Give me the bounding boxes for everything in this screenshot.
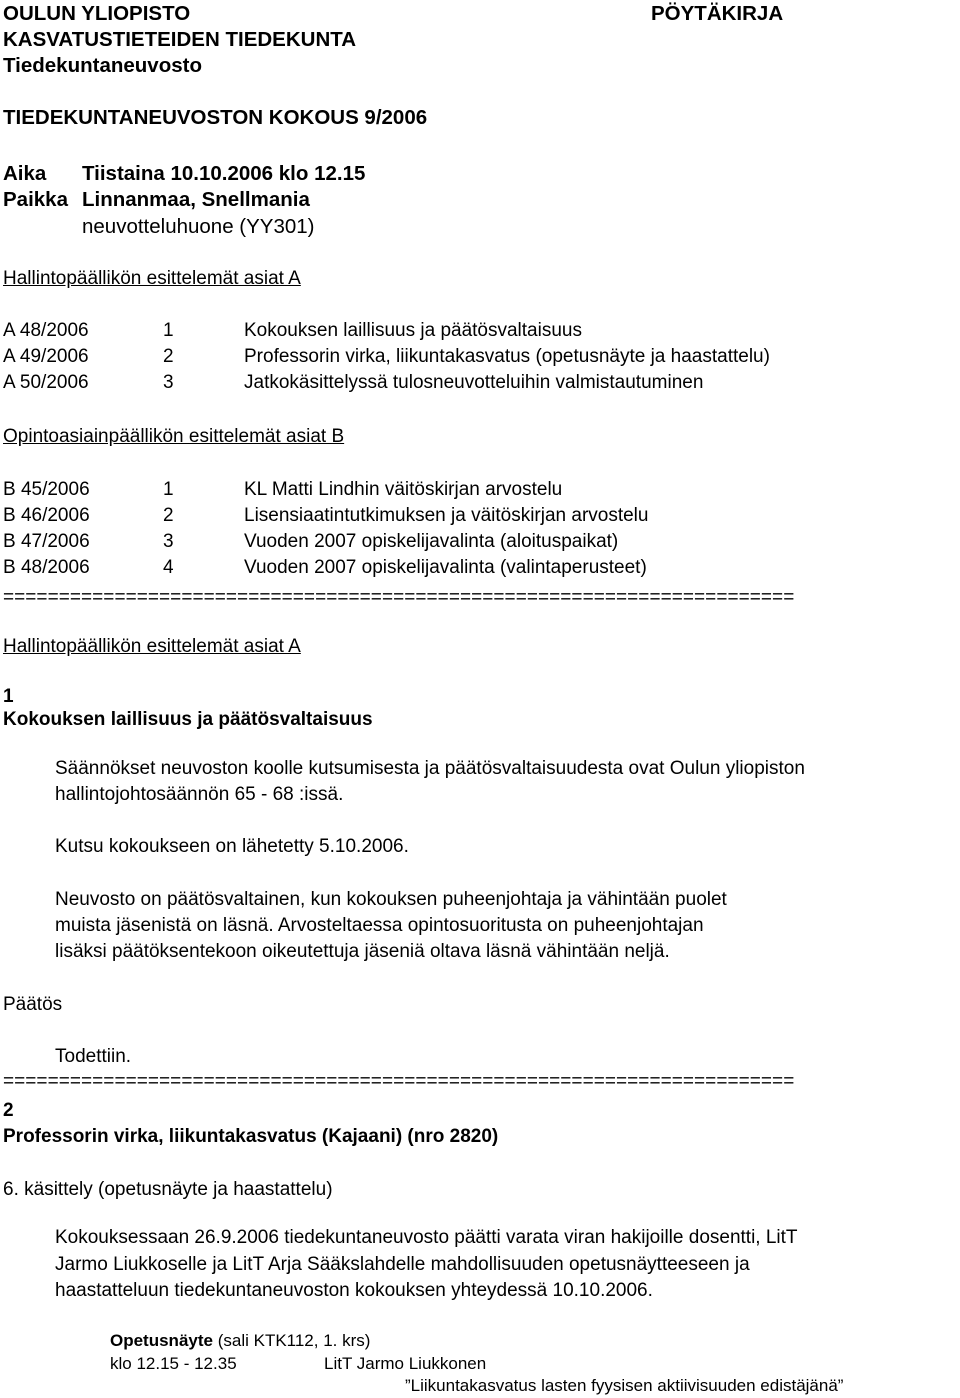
section-a-heading: Hallintopäällikön esittelemät asiat A [3, 636, 301, 657]
demo-label-bold: Opetusnäyte [110, 1331, 213, 1350]
demo-person: LitT Jarmo Liukkonen [324, 1354, 487, 1373]
council-name: Tiedekuntaneuvosto [3, 54, 202, 77]
agenda-code: B 47/2006 [3, 531, 90, 552]
item1-para1-line1: Säännökset neuvoston koolle kutsumisesta ja päätösvaltaisuudesta ovat Oulun yliopiston [55, 758, 805, 779]
item2-para-line3: haastatteluun tiedekuntaneuvoston kokouksen yhteydessä 10.10.2006. [55, 1280, 653, 1301]
decision-text: Todettiin. [55, 1046, 132, 1067]
item1-para2: Kutsu kokoukseen on lähetetty 5.10.2006. [55, 836, 409, 857]
item2-para-line2: Jarmo Liukkoselle ja LitT Arja Sääkslahdelle mahdollisuuden opetusnäytteeseen ja [55, 1254, 750, 1275]
item1-para3-line3: lisäksi päätöksentekoon oikeutettuja jäseniä oltava läsnä vähintään neljä. [55, 941, 670, 962]
agenda-code: B 48/2006 [3, 557, 90, 578]
item1-para1-line2: hallintojohtosäännön 65 - 68 :issä. [55, 784, 344, 805]
item2-number: 2 [3, 1100, 14, 1121]
agenda-a-heading: Hallintopäällikön esittelemät asiat A [3, 268, 301, 289]
faculty-name: KASVATUSTIETEIDEN TIEDEKUNTA [3, 28, 357, 51]
agenda-code: B 46/2006 [3, 505, 90, 526]
agenda-code: B 45/2006 [3, 479, 90, 500]
agenda-number: 3 [163, 372, 174, 393]
university-name: OULUN YLIOPISTO [3, 2, 191, 25]
item2-para-line1: Kokouksessaan 26.9.2006 tiedekuntaneuvosto päätti varata viran hakijoille dosentti, LitT [55, 1227, 798, 1248]
item2-subtitle: 6. käsittely (opetusnäyte ja haastattelu) [3, 1179, 333, 1200]
separator-line: ======================================================================= [3, 1071, 795, 1092]
place-room: neuvotteluhuone (YY301) [82, 215, 315, 238]
agenda-title: Lisensiaatintutkimuksen ja väitöskirjan arvostelu [244, 505, 649, 526]
agenda-title: Kokouksen laillisuus ja päätösvaltaisuus [244, 320, 582, 341]
separator-line: ======================================================================= [3, 587, 795, 608]
agenda-number: 2 [163, 505, 174, 526]
agenda-number: 2 [163, 346, 174, 367]
place-label: Paikka [3, 188, 68, 211]
item1-number: 1 [3, 686, 14, 707]
decision-label: Päätös [3, 994, 63, 1015]
demo-time: klo 12.15 - 12.35 [110, 1354, 237, 1373]
demo-topic: ”Liikuntakasvatus lasten fyysisen aktiivisuuden edistäjänä” [405, 1376, 844, 1395]
agenda-number: 3 [163, 531, 174, 552]
agenda-code: A 49/2006 [3, 346, 89, 367]
item1-para3-line2: muista jäsenistä on läsnä. Arvosteltaessa opintosuoritusta on puheenjohtajan [55, 915, 704, 936]
item1-para3-line1: Neuvosto on päätösvaltainen, kun kokouksen puheenjohtaja ja vähintään puolet [55, 889, 727, 910]
time-label: Aika [3, 162, 47, 185]
agenda-title: Jatkokäsittelyssä tulosneuvotteluihin valmistautuminen [244, 372, 704, 393]
agenda-title: Vuoden 2007 opiskelijavalinta (aloituspaikat) [244, 531, 619, 552]
agenda-code: A 50/2006 [3, 372, 89, 393]
agenda-title: Professorin virka, liikuntakasvatus (opetusnäyte ja haastattelu) [244, 346, 770, 367]
agenda-number: 1 [163, 320, 174, 341]
place-value: Linnanmaa, Snellmania [82, 188, 310, 211]
item1-title: Kokouksen laillisuus ja päätösvaltaisuus [3, 709, 373, 730]
agenda-b-heading: Opintoasiainpäällikön esittelemät asiat B [3, 426, 345, 447]
agenda-code: A 48/2006 [3, 320, 89, 341]
demo-heading [110, 1331, 370, 1351]
item2-title: Professorin virka, liikuntakasvatus (Kajaani) (nro 2820) [3, 1126, 499, 1147]
agenda-title: Vuoden 2007 opiskelijavalinta (valintaperusteet) [244, 557, 647, 578]
agenda-number: 1 [163, 479, 174, 500]
document-type: PÖYTÄKIRJA [651, 2, 784, 25]
demo-label-rest: (sali KTK112, 1. krs) [212, 1331, 371, 1350]
agenda-number: 4 [163, 557, 174, 578]
time-value: Tiistaina 10.10.2006 klo 12.15 [82, 162, 366, 185]
meeting-title: TIEDEKUNTANEUVOSTON KOKOUS 9/2006 [3, 106, 428, 129]
agenda-title: KL Matti Lindhin väitöskirjan arvostelu [244, 479, 563, 500]
